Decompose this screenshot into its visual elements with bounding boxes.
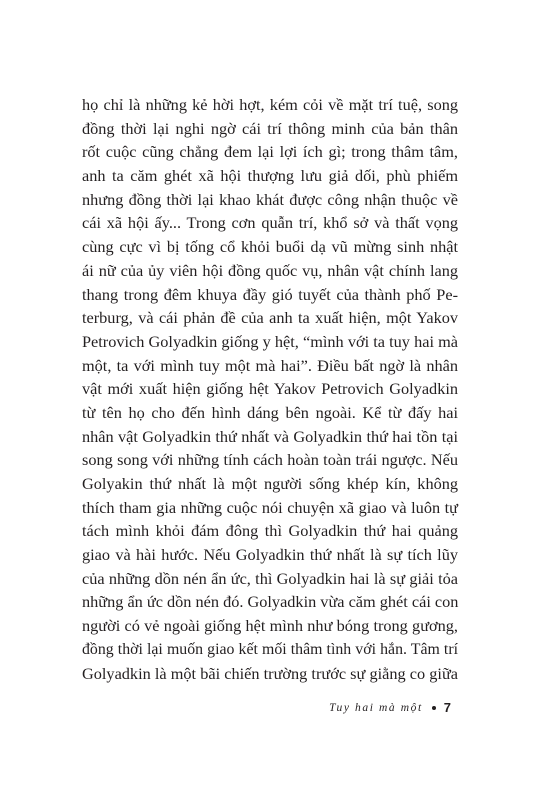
text-line: một, ta với mình tuy một mà hai”. Điều bất ngờ là nhân xyxy=(82,355,458,375)
text-line: Golyakin thứ nhất là một người sống khép kín, không xyxy=(82,474,458,493)
text-line: anh ta căm ghét xã hội thượng lưu giả dối, phù phiếm xyxy=(82,166,458,186)
text-line: đồng thời lại muốn giao kết mối thâm tình với hắn. Tâm trí xyxy=(82,640,458,658)
text-line: người có vẻ ngoài giống hệt mình như bóng trong gương, xyxy=(82,616,458,636)
text-line: thang trong đêm khuya đầy gió tuyết của thành phố Pe- xyxy=(82,284,458,304)
text-line: giao và hài hước. Nếu Golyadkin thứ nhất là sự tích lũy xyxy=(82,545,458,565)
bullet-dot-icon xyxy=(432,706,436,710)
text-line: song song với những tính cách hoàn toàn trái ngược. Nếu xyxy=(82,450,458,470)
text-line: nhưng đồng thời lại khao khát được công nhận thuộc về xyxy=(82,189,458,209)
text-line: Golyadkin là một bãi chiến trường trước sự giằng co giữa xyxy=(82,663,458,683)
text-line: của những dồn nén ẩn ức, thì Golyadkin hai là sự giải tỏa xyxy=(82,568,458,588)
text-line: vật mới xuất hiện giống hệt Yakov Petrovich Golyadkin xyxy=(82,379,458,399)
text-line: từ tên họ cho đến hình dáng bên ngoài. Kể từ đấy hai xyxy=(82,402,458,422)
text-line: Petrovich Golyadkin giống y hệt, “mình với ta tuy hai mà xyxy=(82,331,458,351)
text-line: nhân vật Golyadkin thứ nhất và Golyadkin thứ hai tồn tại xyxy=(82,426,458,446)
body-text xyxy=(82,93,458,685)
text-line: cùng cực vì bị tống cổ khỏi buổi dạ vũ mừng sinh nhật xyxy=(82,237,458,257)
page-footer xyxy=(329,698,451,718)
text-line: đồng thời lại nghi ngờ cái trí thông minh của bản thân xyxy=(82,118,458,138)
text-line: terburg, và cái phản đề của anh ta xuất hiện, một Yakov xyxy=(82,308,458,328)
text-line: rốt cuộc cũng chẳng đem lại lợi ích gì; trong thâm tâm, xyxy=(82,142,458,162)
running-title: Tuy hai mà một xyxy=(329,702,423,714)
page-number: 7 xyxy=(443,700,451,715)
text-line: cái xã hội ấy... Trong cơn quẫn trí, khổ sở và thất vọng xyxy=(82,213,458,233)
text-line: thích tham gia những cuộc nói chuyện xã giao và luôn tự xyxy=(82,497,458,517)
text-line: ái nữ của ủy viên hội đồng quốc vụ, nhân vật chính lang xyxy=(82,260,458,280)
text-line: những ẩn ức dồn nén đó. Golyadkin vừa căm ghét cái con xyxy=(82,592,459,612)
text-line: tách mình khỏi đám đông thì Golyadkin thứ hai quảng xyxy=(82,521,458,541)
text-line: họ chỉ là những kẻ hời hợt, kém cỏi về mặt trí tuệ, song xyxy=(82,95,458,114)
